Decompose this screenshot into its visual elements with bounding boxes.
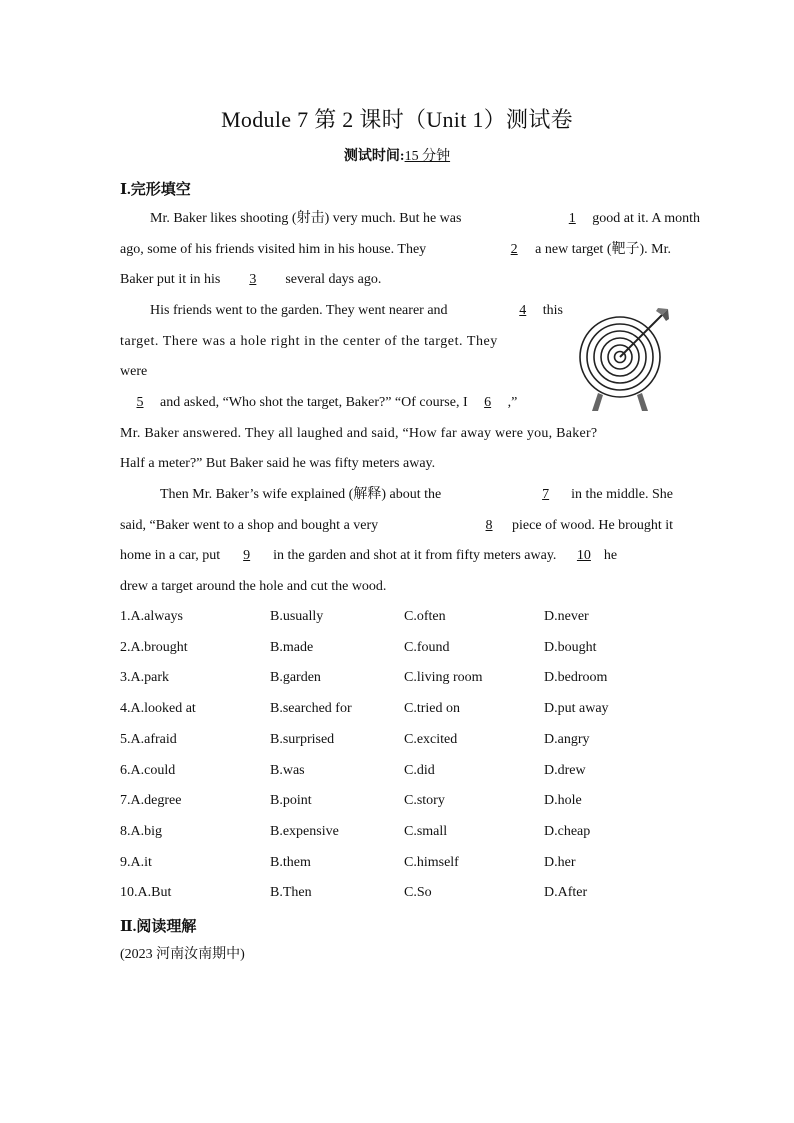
option-d: D.bedroom	[544, 670, 608, 686]
option-a: 7.A.degree	[120, 793, 182, 809]
blank-8: 8	[485, 518, 493, 533]
option-b: B.point	[270, 793, 312, 809]
option-c: C.did	[404, 762, 435, 778]
option-c: C.living room	[404, 670, 483, 686]
option-row	[120, 670, 680, 688]
passage-line: ago, some of his friends visited him in his house. They 2 a new target (靶子). Mr.	[120, 242, 671, 257]
option-a: 1.A.always	[120, 609, 183, 624]
blank-7: 7	[542, 487, 550, 502]
blank-3: 3	[249, 272, 257, 287]
option-d: D.hole	[544, 793, 582, 809]
option-b: B.Then	[270, 885, 312, 901]
passage-line: 5 and asked, “Who shot the target, Baker?” “Of course, I 6 ,”	[120, 394, 517, 412]
option-c: C.himself	[404, 854, 459, 870]
passage-line: drew a target around the hole and cut the wood.	[120, 579, 387, 594]
option-a: 10.A.But	[120, 885, 172, 901]
passage-line: home in a car, put 9 in the garden and shot at it from fifty meters away. 10 he	[120, 548, 618, 563]
option-b: B.usually	[270, 609, 324, 624]
archery-target-icon	[578, 303, 678, 415]
option-c: C.tried on	[404, 701, 460, 717]
section-heading-cloze: Ⅰ.完形填空	[120, 182, 191, 198]
option-b: B.searched for	[270, 701, 352, 717]
blank-1: 1	[568, 211, 576, 226]
option-d: D.cheap	[544, 823, 591, 839]
test-time	[0, 145, 794, 165]
option-d: D.never	[544, 609, 589, 624]
option-c: C.story	[404, 793, 445, 809]
option-a: 5.A.afraid	[120, 731, 177, 747]
blank-6: 6	[484, 395, 492, 410]
option-b: B.was	[270, 762, 305, 778]
option-d: D.angry	[544, 731, 590, 747]
blank-9: 9	[243, 548, 251, 563]
passage-line: Then Mr. Baker’s wife explained (解释) about the 7 in the middle. She	[160, 487, 673, 502]
passage-line: Half a meter?” But Baker said he was fifty meters away.	[120, 456, 436, 471]
blank-10: 10	[576, 548, 591, 563]
option-row	[120, 855, 680, 873]
option-b: B.expensive	[270, 823, 339, 839]
option-row	[120, 824, 680, 842]
blank-2: 2	[510, 242, 518, 257]
option-d: D.After	[544, 885, 588, 901]
passage-line: said, “Baker went to a shop and bought a very 8 piece of wood. He brought it	[120, 518, 673, 533]
option-row	[120, 609, 680, 627]
page-title: Module 7 第 2 课时（Unit 1）测试卷	[221, 107, 573, 132]
option-row	[120, 763, 680, 781]
test-time-value: 15 分钟	[404, 149, 451, 164]
option-a: 2.A.brought	[120, 639, 188, 655]
source-note: (2023 河南汝南期中)	[120, 947, 245, 962]
option-a: 4.A.looked at	[120, 701, 196, 717]
option-b: B.them	[270, 854, 311, 870]
option-b: B.garden	[270, 670, 321, 686]
section-heading-reading: Ⅱ.阅读理解	[120, 919, 197, 935]
passage-line: Baker put it in his 3 several days ago.	[120, 272, 382, 287]
option-b: B.made	[270, 639, 314, 655]
option-b: B.surprised	[270, 731, 335, 747]
option-row	[120, 701, 680, 719]
option-row	[120, 640, 680, 658]
option-a: 6.A.could	[120, 762, 176, 778]
option-row	[120, 885, 680, 903]
option-a: 3.A.park	[120, 670, 169, 686]
test-time-label: 测试时间:	[343, 149, 405, 164]
option-row	[120, 732, 680, 750]
option-c: C.found	[404, 639, 450, 655]
passage-line: were	[120, 364, 148, 379]
option-c: C.small	[404, 823, 448, 839]
option-a: 9.A.it	[120, 854, 152, 870]
option-d: D.bought	[544, 639, 597, 655]
option-a: 8.A.big	[120, 823, 162, 839]
blank-4: 4	[519, 303, 527, 318]
option-c: C.excited	[404, 731, 458, 747]
option-d: D.put away	[544, 701, 609, 717]
option-d: D.drew	[544, 762, 586, 778]
option-c: C.So	[404, 885, 432, 901]
passage-line: Mr. Baker answered. They all laughed and said, “How far away were you, Baker?	[120, 426, 598, 441]
blank-5: 5	[136, 395, 144, 410]
passage-line: Mr. Baker likes shooting (射击) very much. But he was 1 good at it. A month	[150, 211, 700, 226]
passage-line: His friends went to the garden. They went nearer and 4 this	[150, 303, 563, 318]
option-c: C.often	[404, 609, 446, 624]
option-row	[120, 793, 680, 811]
option-d: D.her	[544, 854, 576, 870]
passage-line: target. There was a hole right in the center of the target. They	[120, 334, 498, 349]
